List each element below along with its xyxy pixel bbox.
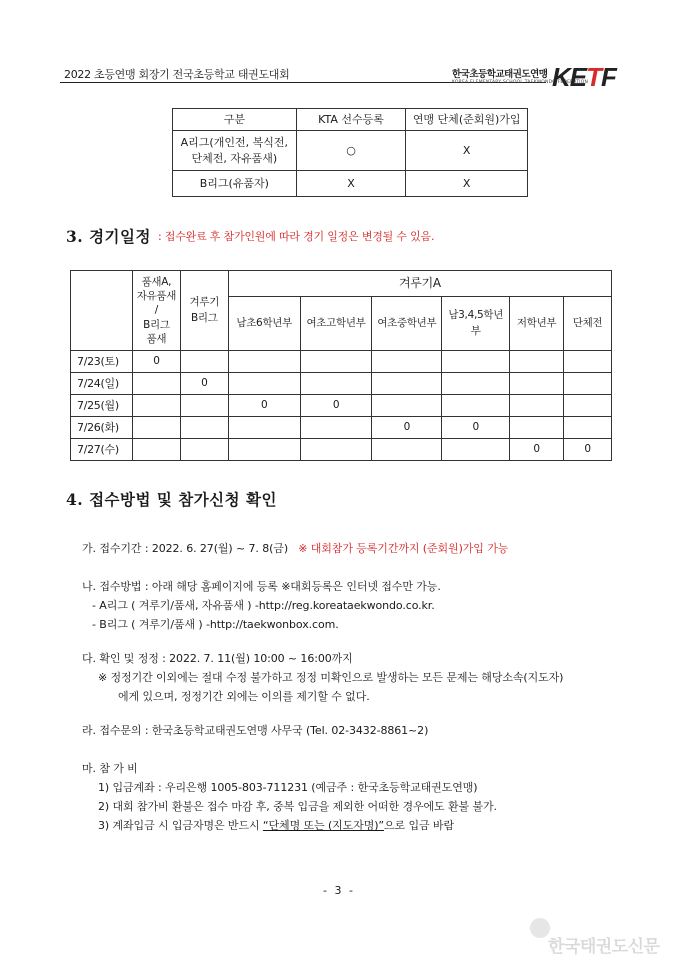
depositor-text-end: 으로 입금 바람 <box>384 819 454 832</box>
table-row <box>71 439 612 461</box>
table-cell <box>132 373 180 395</box>
table-cell <box>510 373 564 395</box>
logo-org-name: 한국초등학교태권도연맹 <box>452 69 548 80</box>
table-cell: 0 <box>372 417 442 439</box>
table-row <box>71 373 612 395</box>
table-cell <box>372 373 442 395</box>
table-cell <box>372 439 442 461</box>
table-cell <box>564 395 612 417</box>
header-line: 품새A, <box>141 276 172 289</box>
confirmation-period: 다. 확인 및 정정 : 2022. 7. 11(월) 10:00 ~ 16:00까지 <box>82 652 353 665</box>
table-date-cell: 7/27(수) <box>71 439 133 461</box>
table-cell <box>564 351 612 373</box>
eligibility-table <box>172 108 528 197</box>
table-cell <box>132 395 180 417</box>
header-line: / <box>154 304 159 317</box>
table-cell: X <box>296 171 406 197</box>
table-cell <box>510 351 564 373</box>
table-cell <box>180 351 228 373</box>
document-header-title: 2022 초등연맹 회장기 전국초등학교 태권도대회 <box>64 68 290 81</box>
watermark-logo-icon <box>530 918 550 938</box>
table-header: 여초고학년부 <box>300 297 372 351</box>
registration-method: 나. 접수방법 : 아래 해당 홈페이지에 등록 ※대회등록은 인터넷 접수만 가능. <box>82 580 441 593</box>
table-cell: 0 <box>510 439 564 461</box>
table-cell <box>180 439 228 461</box>
table-cell <box>510 417 564 439</box>
table-cell <box>173 131 297 171</box>
table-cell <box>300 351 372 373</box>
table-cell: B리그(유품자) <box>173 171 297 197</box>
table-header: 구분 <box>173 109 297 131</box>
cell-line: A리그(개인전, 복식전, <box>180 135 288 149</box>
logo-mark-t: T <box>586 62 602 92</box>
page-number: - 3 - <box>323 884 355 897</box>
table-row <box>173 131 528 171</box>
depositor-emphasis: “단체명 또는 (지도자명)” <box>262 819 385 832</box>
logo-org-name-en: KOREA ELEMENTARY SCHOOL TAEKWONDO FEDERATION <box>452 80 589 85</box>
table-cell <box>300 373 372 395</box>
table-date-cell: 7/26(화) <box>71 417 133 439</box>
table-cell <box>228 417 300 439</box>
header-line: 겨루기 <box>189 296 220 309</box>
table-cell <box>372 395 442 417</box>
table-cell: 0 <box>132 351 180 373</box>
table-cell <box>228 351 300 373</box>
table-row <box>71 395 612 417</box>
table-header: 남3,4,5학년부 <box>442 297 510 351</box>
a-league-url-line[interactable]: - A리그 ( 겨루기/품새, 자유품새 ) -http://reg.koreataekwondo.co.kr. <box>92 599 435 612</box>
header-line: 자유품새 <box>136 290 177 303</box>
table-cell: 0 <box>564 439 612 461</box>
correction-notice: ※ 정정기간 이외에는 절대 수정 불가하고 정정 미확인으로 발생하는 모든 문제는 해당소속(지도자) <box>98 671 564 684</box>
fee-title: 마. 참 가 비 <box>82 762 138 775</box>
table-cell: X <box>406 131 528 171</box>
table-cell <box>372 351 442 373</box>
table-header: 남초6학년부 <box>228 297 300 351</box>
inquiry-contact: 라. 접수문의 : 한국초등학교태권도연맹 사무국 (Tel. 02-3432-8861~2) <box>82 724 429 737</box>
table-cell: ○ <box>296 131 406 171</box>
table-group-header: 겨루기A <box>228 271 611 297</box>
table-cell <box>442 395 510 417</box>
fee-depositor-name <box>98 817 454 833</box>
table-header-row <box>71 271 612 297</box>
table-cell <box>564 417 612 439</box>
table-cell: 0 <box>228 395 300 417</box>
table-cell: X <box>406 171 528 197</box>
table-header <box>132 271 180 351</box>
schedule-table <box>70 270 612 461</box>
table-header: 여초중학년부 <box>372 297 442 351</box>
registration-period <box>82 540 508 556</box>
table-header: 단체전 <box>564 297 612 351</box>
table-date-cell: 7/25(월) <box>71 395 133 417</box>
table-row <box>173 171 528 197</box>
table-cell <box>510 395 564 417</box>
logo-mark-f: F <box>601 62 616 92</box>
table-row <box>71 417 612 439</box>
b-league-url-line[interactable]: - B리그 ( 겨루기/품새 ) -http://taekwonbox.com. <box>92 618 339 631</box>
table-cell <box>442 351 510 373</box>
section-3-title: 3. 경기일정 <box>66 227 151 246</box>
table-cell: 0 <box>442 417 510 439</box>
table-cell <box>180 417 228 439</box>
correction-notice-cont: 에게 있으며, 정정기간 외에는 이의를 제기할 수 없다. <box>118 690 370 703</box>
table-cell <box>300 417 372 439</box>
table-corner-cell <box>71 271 133 351</box>
header-line: 품새 <box>146 332 167 345</box>
table-cell: 0 <box>300 395 372 417</box>
registration-period-text: 가. 접수기간 : 2022. 6. 27(월) ~ 7. 8(금) <box>82 542 289 555</box>
section-3-note: : 접수완료 후 참가인원에 따라 경기 일정은 변경될 수 있음. <box>158 230 435 243</box>
federation-logo <box>452 64 622 94</box>
table-cell <box>228 373 300 395</box>
table-header <box>180 271 228 351</box>
fee-refund-policy: 2) 대회 참가비 환불은 접수 마감 후, 중복 입금을 제외한 어떠한 경우에도 환불 불가. <box>98 800 497 813</box>
table-header-row <box>173 109 528 131</box>
table-cell <box>442 439 510 461</box>
table-cell <box>228 439 300 461</box>
table-cell <box>300 439 372 461</box>
table-cell: 0 <box>180 373 228 395</box>
logo-mark <box>552 62 616 93</box>
table-cell <box>564 373 612 395</box>
depositor-text: 3) 계좌입금 시 입금자명은 반드시 <box>98 819 263 832</box>
table-date-cell: 7/24(일) <box>71 373 133 395</box>
table-date-cell: 7/23(토) <box>71 351 133 373</box>
table-cell <box>132 417 180 439</box>
table-cell <box>442 373 510 395</box>
fee-bank-account: 1) 입금계좌 : 우리은행 1005-803-711231 (예금주 : 한국초등학교태권도연맹) <box>98 781 478 794</box>
watermark: 한국태권도신문 <box>548 937 660 957</box>
table-header: KTA 선수등록 <box>296 109 406 131</box>
table-row <box>71 351 612 373</box>
header-line: B리그 <box>191 311 218 324</box>
registration-period-note: ※ 대회참가 등록기간까지 (준회원)가입 가능 <box>298 542 509 555</box>
table-cell <box>180 395 228 417</box>
logo-mark-ke: KE <box>552 62 587 92</box>
header-line: B리그 <box>143 318 170 331</box>
section-4-title: 4. 접수방법 및 참가신청 확인 <box>66 490 277 509</box>
table-cell <box>132 439 180 461</box>
table-header: 저학년부 <box>510 297 564 351</box>
cell-line: 단체전, 자유품새) <box>191 151 278 165</box>
table-header: 연맹 단체(준회원)가입 <box>406 109 528 131</box>
